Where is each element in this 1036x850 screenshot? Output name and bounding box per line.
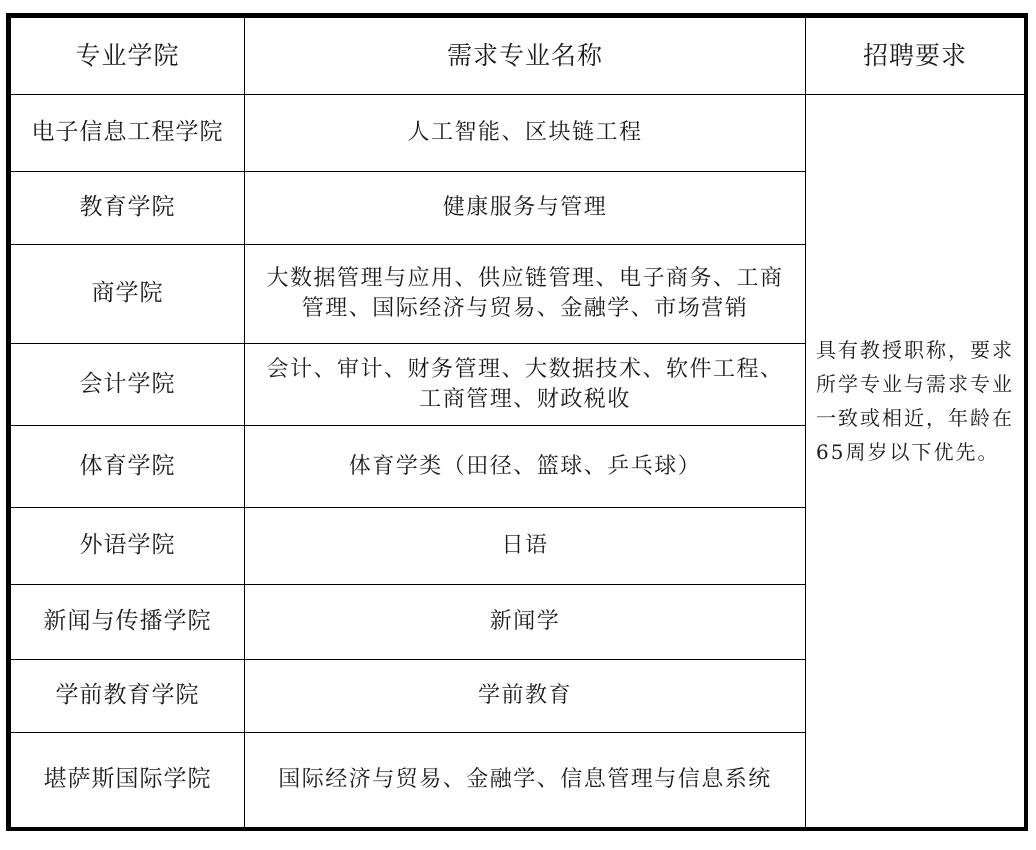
major-list: 学前教育: [245, 660, 806, 733]
college-name: 学前教育学院: [11, 660, 245, 733]
college-name: 教育学院: [11, 172, 245, 245]
college-name: 商学院: [11, 245, 245, 344]
major-list: 体育学类（田径、篮球、乒乓球）: [245, 426, 806, 508]
major-list: 健康服务与管理: [245, 172, 806, 245]
major-list: 人工智能、区块链工程: [245, 95, 806, 172]
college-name: 体育学院: [11, 426, 245, 508]
major-list: 大数据管理与应用、供应链管理、电子商务、工商管理、国际经济与贸易、金融学、市场营销: [245, 245, 806, 344]
college-name: 会计学院: [11, 344, 245, 426]
requirement-text: 具有教授职称，要求所学专业与需求专业一致或相近，年龄在65周岁以下优先。: [816, 338, 1014, 464]
major-list: 国际经济与贸易、金融学、信息管理与信息系统: [245, 733, 806, 828]
requirement-cell: [806, 95, 1025, 828]
major-list: 日语: [245, 508, 806, 585]
table-row: [11, 95, 1025, 172]
major-list: 会计、审计、财务管理、大数据技术、软件工程、工商管理、财政税收: [245, 344, 806, 426]
college-name: 新闻与传播学院: [11, 585, 245, 660]
college-name: 外语学院: [11, 508, 245, 585]
recruitment-table: [10, 17, 1025, 828]
major-list: 新闻学: [245, 585, 806, 660]
header-major: 需求专业名称: [245, 18, 806, 95]
college-name: 堪萨斯国际学院: [11, 733, 245, 828]
header-requirement: 招聘要求: [806, 18, 1025, 95]
header-college: 专业学院: [11, 18, 245, 95]
table-header-row: [11, 18, 1025, 95]
college-name: 电子信息工程学院: [11, 95, 245, 172]
